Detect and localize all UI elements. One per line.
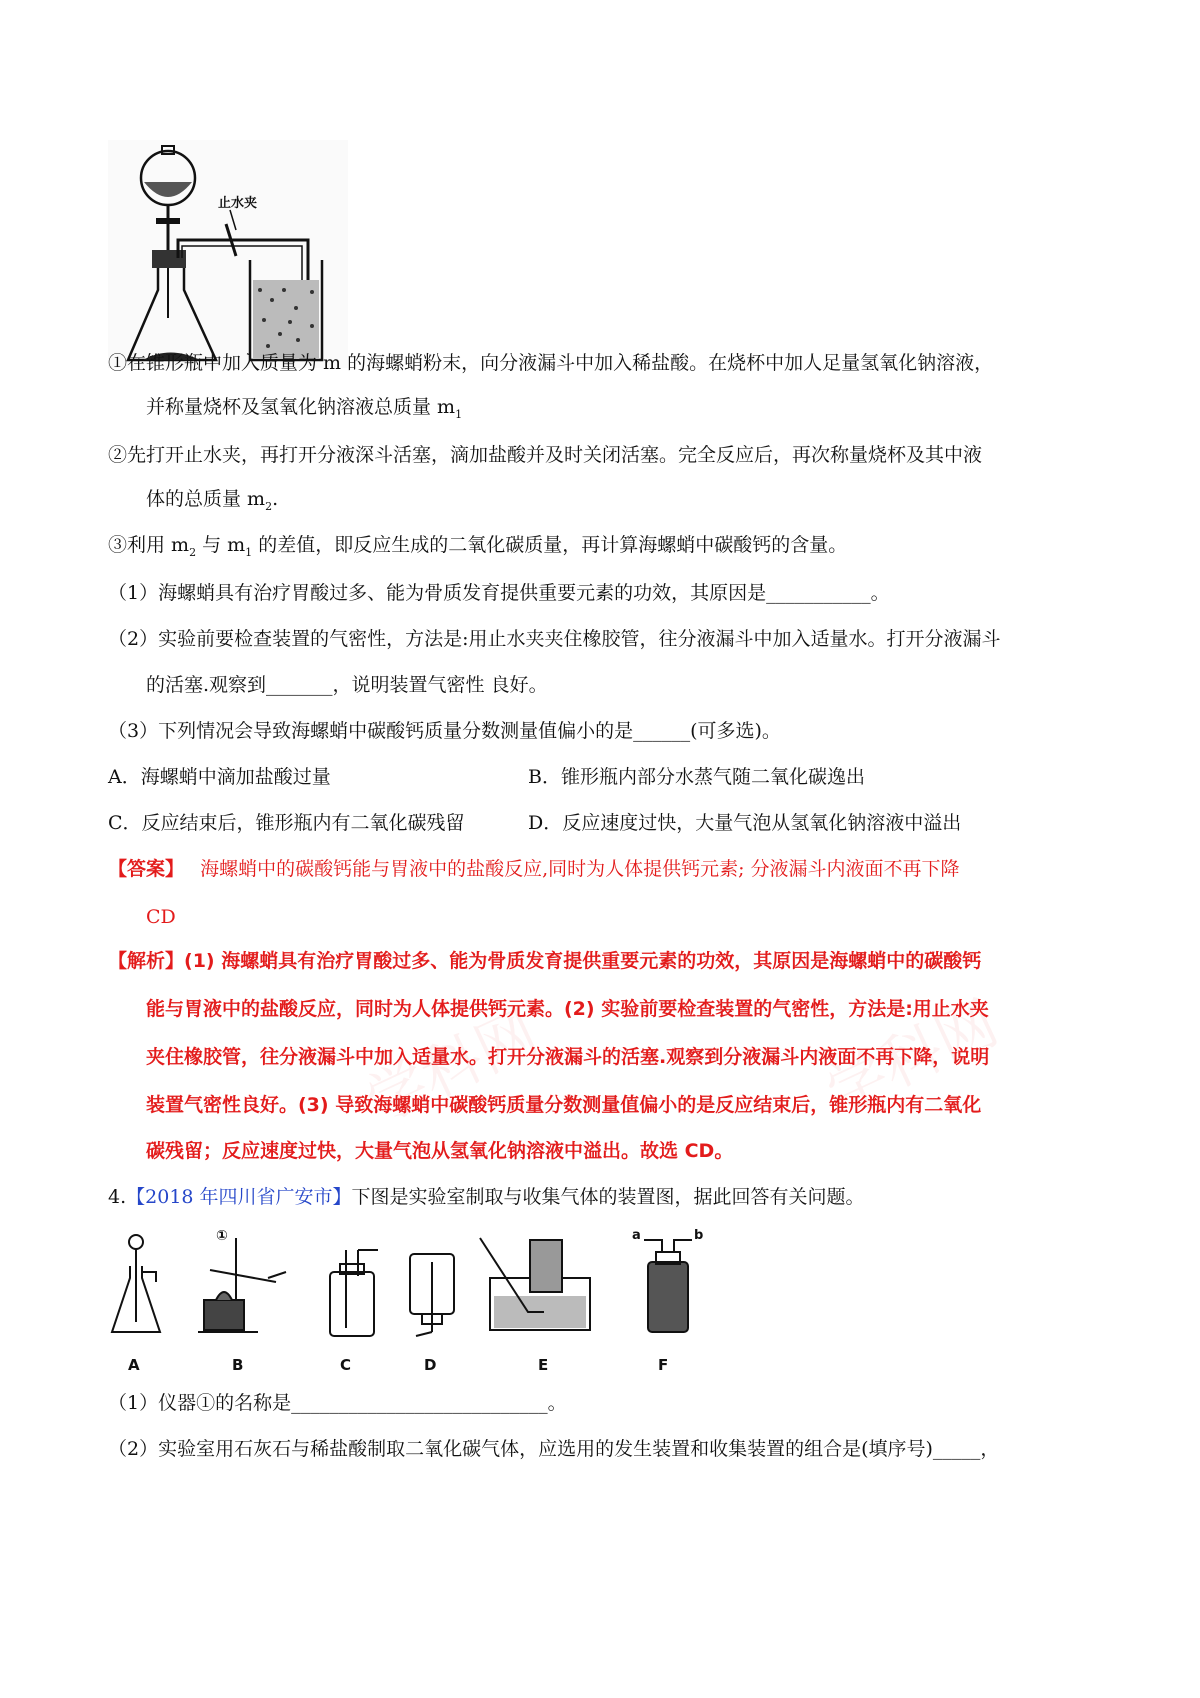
option-c: C．反应结束后，锥形瓶内有二氧化碳残留 xyxy=(108,812,465,834)
analysis-line-3: 夹住橡胶管，往分液漏斗中加入适量水。打开分液漏斗的活塞.观察到分液漏斗内液面不再下降，说明 xyxy=(146,1046,990,1068)
label-c: C xyxy=(340,1356,352,1374)
question-4-1: （1）仪器①的名称是___________________________。 xyxy=(108,1392,567,1414)
step-2-line-2: 体的总质量 $m_2$. xyxy=(146,488,279,513)
option-b: B．锥形瓶内部分水蒸气随二氧化碳逸出 xyxy=(528,766,865,788)
step-3: ③利用 $m_2$ 与 $m_1$ 的差值，即反应生成的二氧化碳质量，再计算海螺蛸中碳酸钙的含量。 xyxy=(108,534,848,559)
label-b: B xyxy=(232,1356,244,1374)
apparatus-b xyxy=(198,1238,286,1332)
apparatus-f xyxy=(644,1240,692,1332)
port-a-label: a xyxy=(632,1228,641,1243)
question-2-line-1: （2）实验前要检查装置的气密性，方法是:用止水夹夹住橡胶管，往分液漏斗中加入适量水。打开分液漏斗 xyxy=(108,628,1001,650)
question-1: （1）海螺蛸具有治疗胃酸过多、能为骨质发育提供重要元素的功效，其原因是___________。 xyxy=(108,582,890,604)
step-1-line-1: ①在锥形瓶中加入质量为 m 的海螺蛸粉末，向分液漏斗中加入稀盐酸。在烧杯中加人足量氢氧化钠溶液， xyxy=(108,352,994,374)
apparatus-e xyxy=(480,1238,590,1330)
label-a: A xyxy=(128,1356,140,1374)
step-2-line-1: ②先打开止水夹，再打开分液深斗活塞，滴加盐酸并及时关闭活塞。完全反应后，再次称量烧杯及其中液 xyxy=(108,444,983,466)
apparatus-a xyxy=(112,1235,160,1332)
label-f: F xyxy=(658,1356,669,1374)
question-4-heading: 4.【2018 年四川省广安市】下图是实验室制取与收集气体的装置图，据此回答有关问题。 xyxy=(108,1186,865,1208)
label-e: E xyxy=(538,1356,549,1374)
answer-line xyxy=(108,856,960,882)
apparatus-figure-2 xyxy=(108,1232,788,1354)
analysis-line-5: 碳残留；反应速度过快，大量气泡从氢氧化钠溶液中溢出。故选 CD。 xyxy=(146,1140,734,1162)
question-4-2: （2）实验室用石灰石与稀盐酸制取二氧化碳气体，应选用的发生装置和收集装置的组合是(填序号)_____， xyxy=(108,1438,1000,1460)
analysis-line-4: 装置气密性良好。(3) 导致海螺蛸中碳酸钙质量分数测量值偏小的是反应结束后，锥形瓶内有二氧化 xyxy=(146,1094,982,1116)
analysis-tag: 【解析】 xyxy=(108,950,185,972)
option-a: A．海螺蛸中滴加盐酸过量 xyxy=(108,766,331,788)
answer-cd: CD xyxy=(146,906,176,928)
question-4-source: 【2018 年四川省广安市】 xyxy=(126,1186,352,1208)
step-1-line-2: 并称量烧杯及氢氧化钠溶液总质量 $m_1$ xyxy=(146,396,463,421)
apparatus-figure-1 xyxy=(108,140,348,368)
clamp-label: 止水夹 xyxy=(218,196,258,211)
question-3: （3）下列情况会导致海螺蛸中碳酸钙质量分数测量值偏小的是______(可多选)。 xyxy=(108,720,781,742)
label-d: D xyxy=(424,1356,437,1374)
apparatus-c xyxy=(330,1250,378,1336)
analysis-line-1: 【解析】(1) 海螺蛸具有治疗胃酸过多、能为骨质发育提供重要元素的功效，其原因是海螺蛸中的碳酸钙 xyxy=(108,950,982,972)
port-b-label: b xyxy=(694,1228,704,1243)
apparatus-d xyxy=(410,1254,454,1336)
option-d: D．反应速度过快，大量气泡从氢氧化钠溶液中溢出 xyxy=(528,812,962,834)
answer-text: 海螺蛸中的碳酸钙能与胃液中的盐酸反应,同时为人体提供钙元素; 分液漏斗内液面不再下降 xyxy=(200,858,960,880)
document-page: 学科网 学科网 止水夹 ①在锥形瓶中加入质量为 m 的海螺蛸粉末，向分液漏斗中加入稀盐酸。在烧杯中加人足量氢氧化钠溶液， 并称量烧杯及氢氧化钠溶液总质量 $m_1$ ②先打开止水夹，再打开分液深斗活塞，滴加盐酸并及时关闭活塞。完全反应后，再次称量烧杯及其中液 体的总质量 $m_2$. ③利用 $m_2$ 与 $m_1$ 的差值，即反应生成的二氧化碳质量，再计算海螺蛸中碳酸钙的含量。 （1）海螺蛸具有治疗胃酸过多、能为骨质发育提供重要元素的功效，其原因是___________。 （2）实验前要检查装置的气密性，方法是:用止水夹夹住橡胶管，往分液漏斗中加入适量水。打开分液漏斗 的活塞.观察到_______，说明装置气密性 良好。 （3）下列情况会导致海螺蛸中碳酸钙质量分数测量值偏小的是______(可多选)。 A．海螺蛸中滴加盐酸过量 B．锥形瓶内部分水蒸气随二氧化碳逸出 C．反应结束后，锥形瓶内有二氧化碳残留 D．反应速度过快，大量气泡从氢氧化钠溶液中溢出 【答案】 海螺蛸中的碳酸钙能与胃液中的盐酸反应,同时为人体提供钙元素; 分液漏斗内液面不再下降 CD 【解析】(1) 海螺蛸具有治疗胃酸过多、能为骨质发育提供重要元素的功效，其原因是海螺蛸中的碳酸钙 能与胃液中的盐酸反应，同时为人体提供钙元素。(2) 实验前要检查装置的气密性，方法是:用止水夹 夹住橡胶管，往分液漏斗中加入适量水。打开分液漏斗的活塞.观察到分液漏斗内液面不再下降，说明 装置气密性良好。(3) 导致海螺蛸中碳酸钙质量分数测量值偏小的是反应结束后，锥形瓶内有二氧化 碳残留；反应速度过快，大量气泡从氢氧化钠溶液中溢出。故选 CD。 4.【2018 年四川省广安市】下图是实验室制取与收集气体的装置图，据此回答有关问题。 a b ① A B C D E F （1）仪器①的名称是___________________________。 （2）实验室用石灰石与稀盐酸制取二氧化碳气体，应选用的发生装置和收集装置的组合是(填序号)_____， xyxy=(0,0,1200,1698)
question-2-line-2: 的活塞.观察到_______，说明装置气密性 良好。 xyxy=(146,674,548,696)
answer-tag: 【答案】 xyxy=(108,858,185,880)
analysis-line-2: 能与胃液中的盐酸反应，同时为人体提供钙元素。(2) 实验前要检查装置的气密性，方法是:用止水夹 xyxy=(146,998,989,1020)
instrument-1-label: ① xyxy=(216,1228,228,1244)
